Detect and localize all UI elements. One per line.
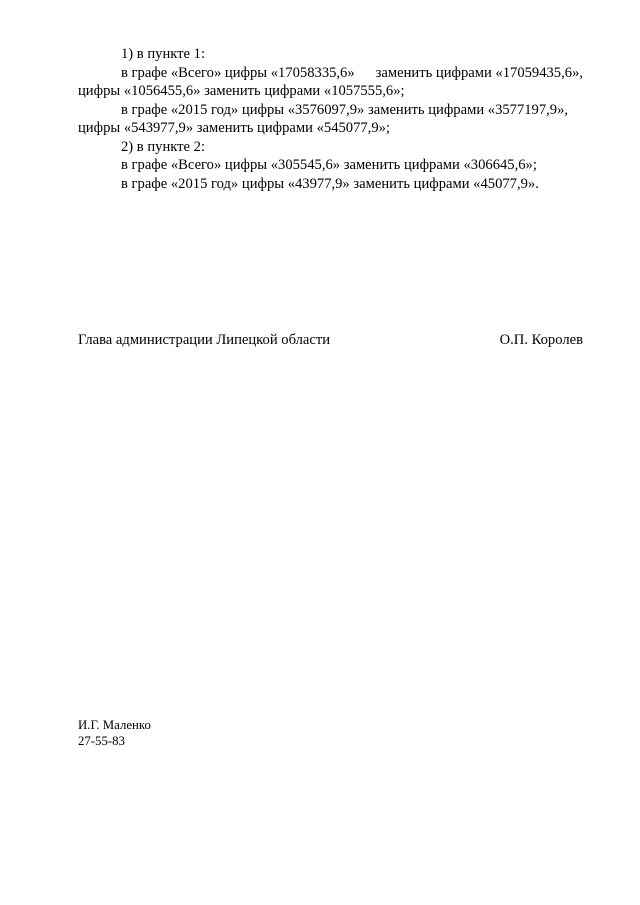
signatory-position: Глава администрации Липецкой области bbox=[78, 332, 331, 348]
amendments-text bbox=[78, 45, 583, 193]
executor-block bbox=[78, 717, 151, 749]
item1-2015-line: в графе «2015 год» цифры «3576097,9» заменить цифрами «3577197,9», bbox=[121, 101, 569, 118]
item2-vsego-line: в графе «Всего» цифры «305545,6» заменить цифрами «306645,6»; bbox=[121, 157, 537, 173]
signature-block bbox=[78, 331, 583, 349]
executor-name: И.Г. Маленко bbox=[78, 718, 151, 732]
item1-vsego-part-b: заменить цифрами «17059435,6», bbox=[375, 64, 583, 81]
item1-vsego-part-a: в графе «Всего» цифры «17058335,6» bbox=[121, 64, 355, 81]
item1-vsego-line bbox=[78, 64, 583, 83]
item2-header: 2) в пункте 2: bbox=[121, 138, 206, 155]
signatory-name: О.П. Королев bbox=[499, 332, 583, 348]
item2-2015-line: в графе «2015 год» цифры «43977,9» заменить цифрами «45077,9». bbox=[121, 175, 539, 192]
item1-vsego-continuation: цифры «1056455,6» заменить цифрами «1057555,6»; bbox=[78, 83, 405, 99]
executor-phone: 27-55-83 bbox=[78, 734, 125, 748]
item1-2015-continuation: цифры «543977,9» заменить цифрами «545077,9»; bbox=[78, 120, 390, 136]
item1-header: 1) в пункте 1: bbox=[121, 46, 206, 62]
